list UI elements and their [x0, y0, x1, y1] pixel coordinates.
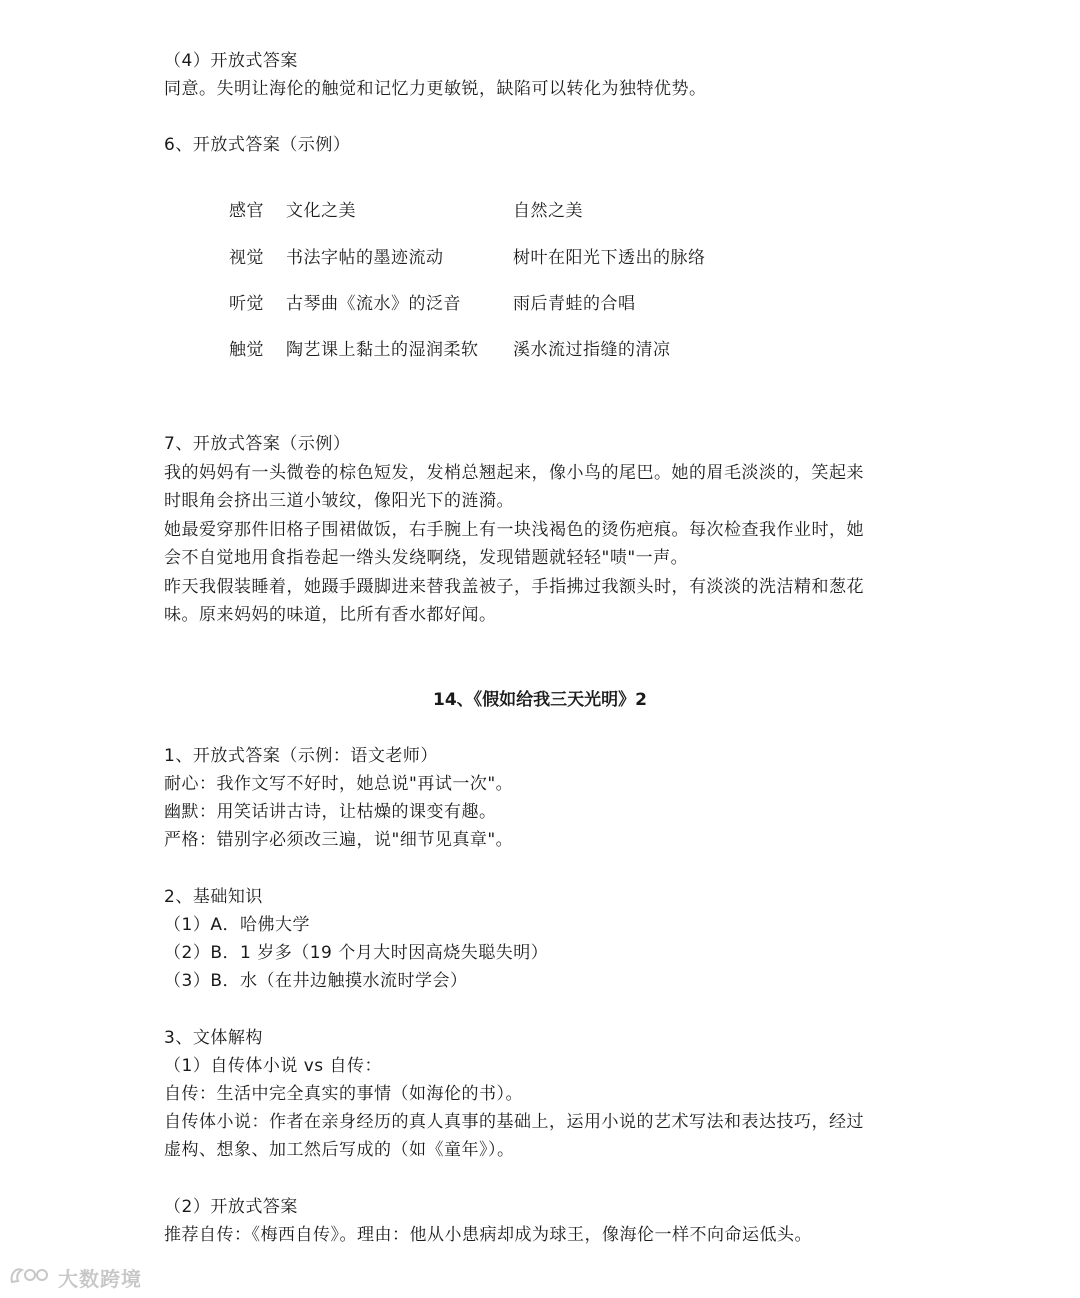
q7-line: 时眼角会挤出三道小皱纹，像阳光下的涟漪。 — [164, 491, 514, 511]
q1-line: 严格：错别字必须改三遍，说"细节见真章"。 — [164, 830, 514, 850]
table-header-nature: 自然之美 — [513, 201, 583, 221]
q3-line: 自传：生活中完全真实的事情（如海伦的书）。 — [164, 1084, 523, 1104]
q7-line: 会不自觉地用食指卷起一绺头发绕啊绕，发现错题就轻轻"啧"一声。 — [164, 548, 689, 568]
section-title: 14、《假如给我三天光明》2 — [433, 690, 647, 710]
table-header-sense: 感官 — [229, 201, 264, 221]
table-cell: 陶艺课上黏土的湿润柔软 — [286, 340, 479, 360]
q4-answer: 同意。失明让海伦的触觉和记忆力更敏锐，缺陷可以转化为独特优势。 — [164, 79, 707, 99]
table-cell: 树叶在阳光下透出的脉络 — [513, 248, 706, 268]
table-cell: 溪水流过指缝的清凉 — [513, 340, 671, 360]
q1-line: 耐心：我作文写不好时，她总说"再试一次"。 — [164, 774, 514, 794]
q3-line: 虚构、想象、加工然后写成的（如《童年》）。 — [164, 1140, 515, 1160]
q2-line: （3）B．水（在井边触摸水流时学会） — [164, 971, 468, 991]
table-cell: 触觉 — [229, 340, 264, 360]
q1-heading: 1、开放式答案（示例：语文老师） — [164, 746, 438, 766]
table-cell: 书法字帖的墨迹流动 — [286, 248, 444, 268]
q7-line: 她最爱穿那件旧格子围裙做饭，右手腕上有一块浅褐色的烫伤疤痕。每次检查我作业时，她 — [164, 520, 864, 540]
q3-2-heading: （2）开放式答案 — [164, 1197, 298, 1217]
table-cell: 听觉 — [229, 294, 264, 314]
q1-line: 幽默：用笑话讲古诗，让枯燥的课变有趣。 — [164, 802, 497, 822]
q3-heading: 3、文体解构 — [164, 1028, 263, 1048]
watermark — [8, 1262, 142, 1292]
watermark-text: 大数跨境 — [58, 1266, 142, 1291]
q2-line: （1）A．哈佛大学 — [164, 915, 310, 935]
q7-line: 味。原来妈妈的味道，比所有香水都好闻。 — [164, 605, 497, 625]
q3-line: （1）自传体小说 vs 自传： — [164, 1056, 383, 1076]
q3-2-answer: 推荐自传：《梅西自传》。理由：他从小患病却成为球王，像海伦一样不向命运低头。 — [164, 1225, 812, 1245]
q4-heading: （4）开放式答案 — [164, 51, 298, 71]
q6-heading: 6、开放式答案（示例） — [164, 135, 351, 155]
q7-line: 我的妈妈有一头微卷的棕色短发，发梢总翘起来，像小鸟的尾巴。她的眉毛淡淡的，笑起来 — [164, 463, 864, 483]
table-cell: 古琴曲《流水》的泛音 — [286, 294, 461, 314]
table-header-culture: 文化之美 — [286, 201, 356, 221]
q7-line: 昨天我假装睡着，她蹑手蹑脚进来替我盖被子，手指拂过我额头时，有淡淡的洗洁精和葱花 — [164, 577, 864, 597]
table-cell: 视觉 — [229, 248, 264, 268]
q2-line: （2）B．1 岁多（19 个月大时因高烧失聪失明） — [164, 943, 549, 963]
q2-heading: 2、基础知识 — [164, 887, 263, 907]
q7-heading: 7、开放式答案（示例） — [164, 434, 351, 454]
table-cell: 雨后青蛙的合唱 — [513, 294, 636, 314]
brand-logo-icon — [8, 1262, 52, 1292]
q3-line: 自传体小说：作者在亲身经历的真人真事的基础上，运用小说的艺术写法和表达技巧，经过 — [164, 1112, 864, 1132]
